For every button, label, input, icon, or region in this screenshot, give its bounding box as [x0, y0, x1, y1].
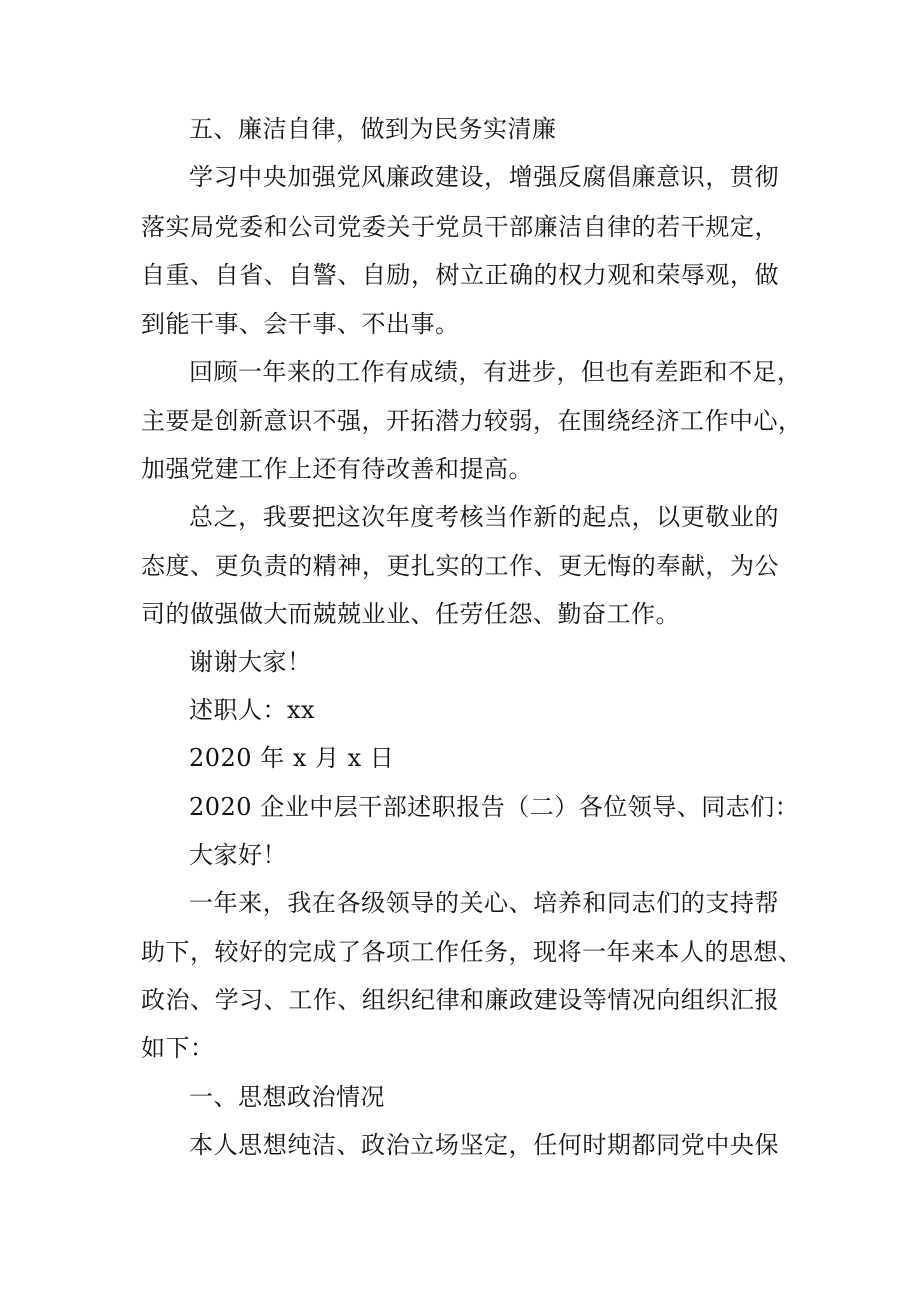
paragraph-line: 司的做强做大而兢兢业业、任劳任怨、勤奋工作。 — [141, 600, 680, 628]
paragraph-line: 总之，我要把这次年度考核当作新的起点，以更敬业的 — [189, 503, 779, 531]
paragraph-line: 本人思想纯洁、政治立场坚定，任何时期都同党中央保 — [189, 1131, 779, 1159]
paragraph-line: 如下： — [141, 1034, 215, 1062]
paragraph-line: 学习中央加强党风廉政建设，增强反腐倡廉意识，贯彻 — [189, 163, 779, 191]
reporter-line: 述职人：xx — [189, 696, 316, 724]
paragraph-line: 政治、学习、工作、组织纪律和廉政建设等情况向组织汇报 — [141, 986, 779, 1014]
report-title-line: 2020 企业中层干部述职报告（二）各位领导、同志们： — [189, 793, 800, 821]
paragraph-line: 主要是创新意识不强，开拓潜力较弱，在围绕经济工作中心， — [141, 407, 803, 435]
paragraph-line: 到能干事、会干事、不出事。 — [141, 310, 460, 338]
paragraph-line: 一年来，我在各级领导的关心、培养和同志们的支持帮 — [189, 889, 779, 917]
paragraph-line: 加强党建工作上还有待改善和提高。 — [141, 455, 533, 483]
section-heading-ideology: 一、思想政治情况 — [189, 1083, 385, 1111]
paragraph-line: 态度、更负责的精神，更扎实的工作、更无悔的奉献，为公 — [141, 552, 779, 580]
thanks-line: 谢谢大家！ — [189, 648, 312, 676]
paragraph-line: 助下，较好的完成了各项工作任务，现将一年来本人的思想、 — [141, 938, 803, 966]
paragraph-line: 回顾一年来的工作有成绩，有进步，但也有差距和不足， — [189, 358, 802, 386]
greeting-line: 大家好！ — [189, 841, 287, 869]
paragraph-line: 自重、自省、自警、自励，树立正确的权力观和荣辱观，做 — [141, 261, 779, 289]
paragraph-line: 落实局党委和公司党委关于党员干部廉洁自律的若干规定， — [141, 213, 779, 241]
section-heading-integrity: 五、廉洁自律，做到为民务实清廉 — [189, 115, 557, 143]
date-line: 2020 年 x 月 x 日 — [189, 744, 395, 772]
